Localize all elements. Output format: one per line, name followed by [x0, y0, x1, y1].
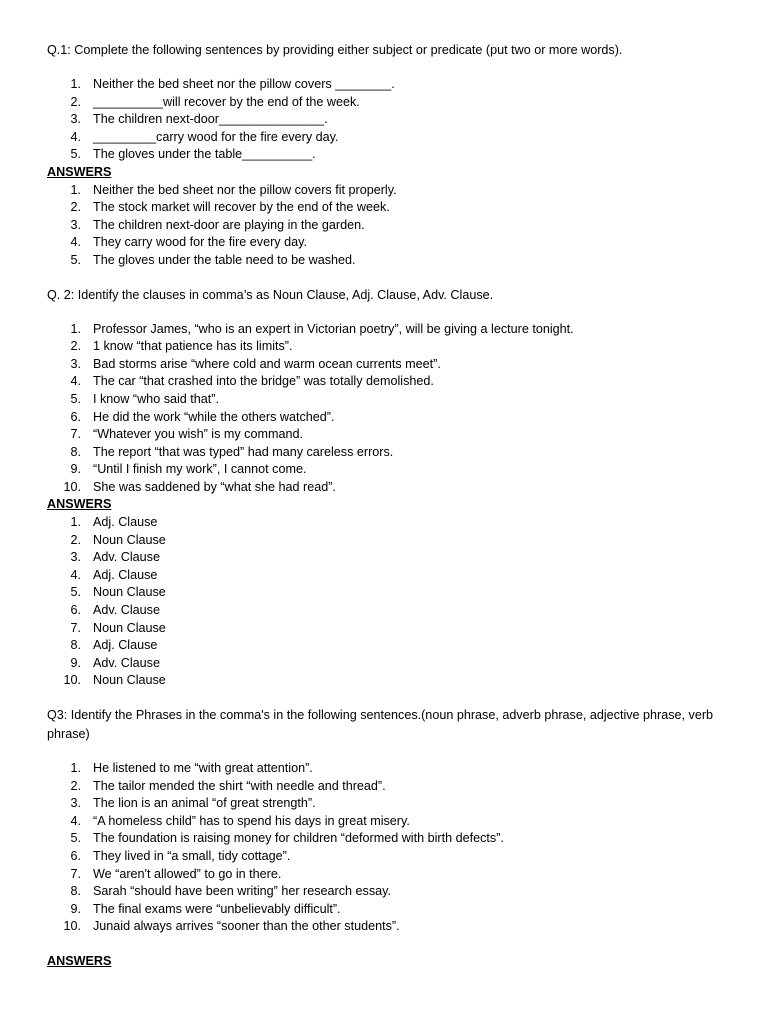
item-text: The gloves under the table__________.	[93, 147, 316, 162]
list-item	[47, 672, 723, 690]
list-item	[47, 532, 723, 550]
item-number: 4.	[70, 374, 81, 389]
list-item	[47, 94, 723, 112]
item-text: Noun Clause	[93, 585, 166, 600]
q3-items	[47, 760, 723, 936]
item-number: 3.	[70, 796, 81, 811]
item-text: He listened to me “with great attention”.	[93, 761, 313, 775]
item-number: 7.	[70, 620, 81, 635]
item-number: 5.	[70, 147, 81, 162]
item-text: The report “that was typed” had many careless errors.	[93, 444, 394, 459]
item-text: The tailor mended the shirt “with needle and thread”.	[93, 778, 386, 793]
item-text: Sarah “should have been writing” her research essay.	[93, 884, 391, 899]
item-number: 5.	[70, 585, 81, 600]
item-text: “Whatever you wish” is my command.	[93, 427, 303, 442]
item-number: 2.	[70, 94, 81, 109]
item-text: I know “who said that”.	[93, 391, 219, 406]
list-item	[47, 866, 723, 884]
item-text: She was saddened by “what she had read”.	[93, 479, 336, 494]
item-number: 10.	[63, 673, 81, 688]
item-number: 8.	[70, 638, 81, 653]
item-text: Neither the bed sheet nor the pillow covers ________.	[93, 77, 395, 91]
q1-prompt: Q.1: Complete the following sentences by providing either subject or predicate (put two or more words).	[47, 43, 623, 57]
list-item	[47, 426, 723, 444]
item-text: The stock market will recover by the end of the week.	[93, 200, 390, 215]
item-text: Neither the bed sheet nor the pillow covers fit properly.	[93, 182, 397, 197]
list-item	[47, 182, 723, 200]
list-item	[47, 111, 723, 129]
item-text: “Until I finish my work”, I cannot come.	[93, 462, 307, 477]
item-number: 8.	[70, 884, 81, 899]
list-item	[47, 461, 723, 479]
item-text: The final exams were “unbelievably difficult”.	[93, 901, 341, 916]
item-text: Adj. Clause	[93, 515, 158, 530]
list-item	[47, 655, 723, 673]
item-number: 5.	[70, 831, 81, 846]
list-item	[47, 620, 723, 638]
list-item	[47, 338, 723, 356]
item-text: Junaid always arrives “sooner than the other students”.	[93, 919, 400, 934]
list-item	[47, 444, 723, 462]
item-number: 6.	[70, 409, 81, 424]
item-number: 9.	[70, 901, 81, 916]
list-item	[47, 901, 723, 919]
item-number: 6.	[70, 848, 81, 863]
list-item	[47, 848, 723, 866]
list-item	[47, 567, 723, 585]
item-text: Adv. Clause	[93, 550, 160, 565]
list-item	[47, 795, 723, 813]
q3-answers-heading: ANSWERS	[47, 953, 112, 968]
item-text: We “aren't allowed” to go in there.	[93, 866, 282, 881]
item-number: 1.	[70, 77, 81, 91]
item-number: 7.	[70, 866, 81, 881]
list-item	[47, 637, 723, 655]
list-item	[47, 391, 723, 409]
q2-answers	[47, 514, 723, 690]
list-item	[47, 252, 723, 270]
item-text: They carry wood for the fire every day.	[93, 235, 307, 250]
document-page	[47, 41, 723, 971]
item-text: Noun Clause	[93, 673, 166, 688]
list-item	[47, 321, 723, 339]
item-number: 10.	[63, 479, 81, 494]
list-item	[47, 356, 723, 374]
list-item	[47, 199, 723, 217]
q2-answers-heading: ANSWERS	[47, 497, 112, 512]
q3-prompt: Q3: Identify the Phrases in the comma's in the following sentences.(noun phrase, adverb phrase, adjective phrase, verb phrase)	[47, 708, 714, 741]
item-text: They lived in “a small, tidy cottage”.	[93, 848, 291, 863]
item-number: 5.	[70, 252, 81, 267]
item-text: The car “that crashed into the bridge” was totally demolished.	[93, 374, 434, 389]
item-number: 6.	[70, 603, 81, 618]
item-text: The children next-door_______________.	[93, 112, 328, 127]
item-number: 3.	[70, 217, 81, 232]
item-number: 3.	[70, 356, 81, 371]
item-text: The lion is an animal “of great strength”.	[93, 796, 316, 811]
item-number: 2.	[70, 532, 81, 547]
list-item	[47, 217, 723, 235]
item-number: 9.	[70, 655, 81, 670]
list-item	[47, 602, 723, 620]
list-item	[47, 918, 723, 936]
item-text: The children next-door are playing in the garden.	[93, 217, 365, 232]
list-item	[47, 76, 723, 94]
item-text: Noun Clause	[93, 620, 166, 635]
item-text: The foundation is raising money for children “deformed with birth defects”.	[93, 831, 504, 846]
list-item	[47, 883, 723, 901]
item-number: 5.	[70, 391, 81, 406]
item-number: 1.	[70, 321, 81, 336]
q2-items	[47, 321, 723, 497]
item-number: 4.	[70, 813, 81, 828]
item-text: Professor James, “who is an expert in Victorian poetry”, will be giving a lecture tonight.	[93, 321, 574, 336]
list-item	[47, 584, 723, 602]
q2-prompt: Q. 2: Identify the clauses in comma’s as Noun Clause, Adj. Clause, Adv. Clause.	[47, 287, 494, 302]
item-text: Adj. Clause	[93, 567, 158, 582]
item-number: 2.	[70, 200, 81, 215]
item-number: 9.	[70, 462, 81, 477]
list-item	[47, 760, 723, 778]
item-text: Bad storms arise “where cold and warm ocean currents meet”.	[93, 356, 441, 371]
item-number: 2.	[70, 778, 81, 793]
item-number: 1.	[70, 761, 81, 775]
item-number: 7.	[70, 427, 81, 442]
list-item	[47, 234, 723, 252]
item-text: __________will recover by the end of the week.	[93, 94, 360, 109]
item-number: 4.	[70, 567, 81, 582]
list-item	[47, 778, 723, 796]
list-item	[47, 549, 723, 567]
item-text: Adj. Clause	[93, 638, 158, 653]
list-item	[47, 813, 723, 831]
item-text: 1 know “that patience has its limits”.	[93, 339, 293, 354]
item-number: 8.	[70, 444, 81, 459]
item-text: Adv. Clause	[93, 655, 160, 670]
list-item	[47, 830, 723, 848]
item-text: He did the work “while the others watched”.	[93, 409, 335, 424]
item-text: Noun Clause	[93, 532, 166, 547]
q1-answers-heading: ANSWERS	[47, 164, 112, 179]
item-text: Adv. Clause	[93, 603, 160, 618]
q1-answers	[47, 182, 723, 270]
item-number: 4.	[70, 235, 81, 250]
list-item	[47, 146, 723, 164]
item-text: The gloves under the table need to be washed.	[93, 252, 356, 267]
item-number: 1.	[70, 515, 81, 530]
list-item	[47, 409, 723, 427]
item-number: 2.	[70, 339, 81, 354]
list-item	[47, 514, 723, 532]
q1-items	[47, 76, 723, 164]
item-number: 4.	[70, 129, 81, 144]
list-item	[47, 129, 723, 147]
list-item	[47, 373, 723, 391]
item-number: 1.	[70, 182, 81, 197]
item-number: 3.	[70, 112, 81, 127]
item-number: 3.	[70, 550, 81, 565]
item-text: “A homeless child” has to spend his days in great misery.	[93, 813, 410, 828]
item-text: _________carry wood for the fire every day.	[93, 129, 339, 144]
item-number: 10.	[63, 919, 81, 934]
list-item	[47, 479, 723, 497]
